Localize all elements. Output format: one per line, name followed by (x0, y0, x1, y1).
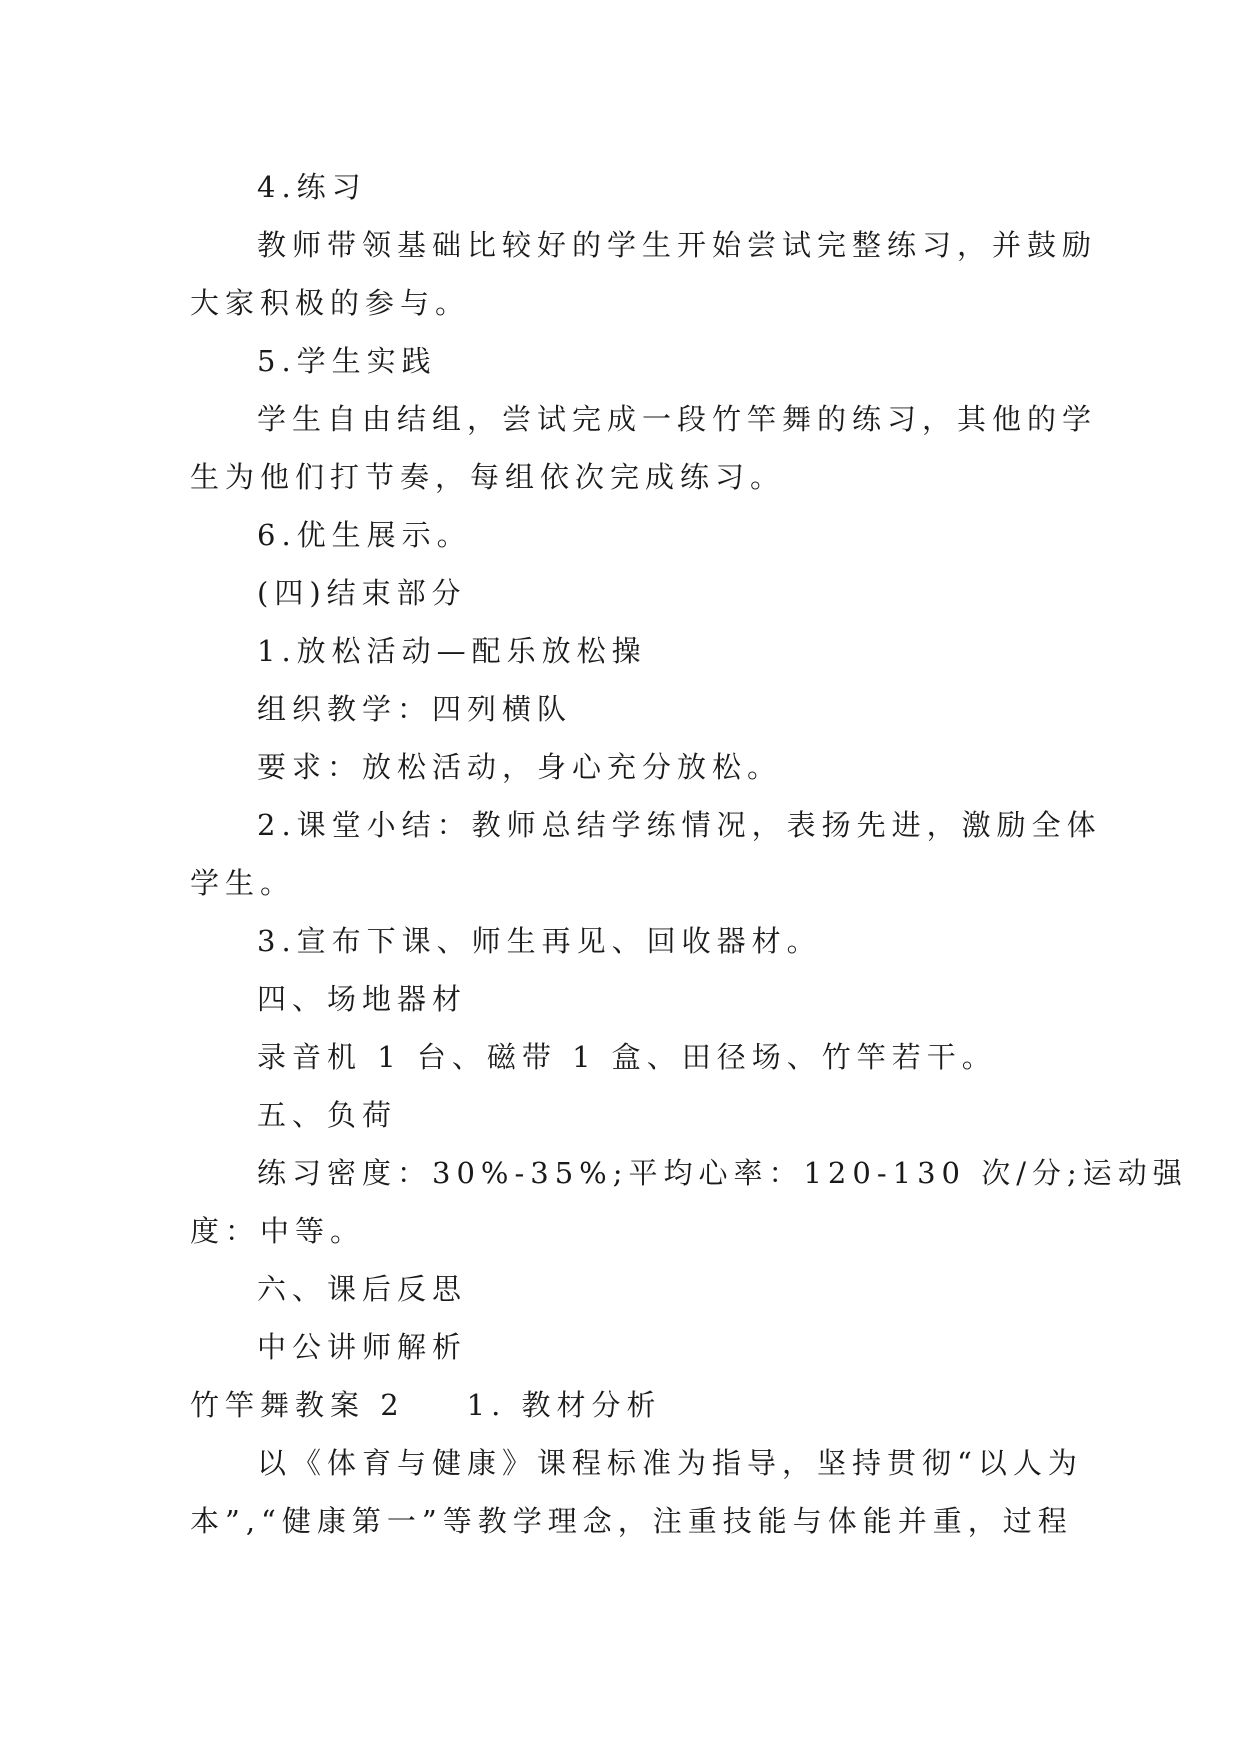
paragraph-line: 以《体育与健康》课程标准为指导，坚持贯彻“以人为 (257, 1446, 1083, 1480)
section-heading-load: 五、负荷 (257, 1098, 398, 1132)
heading-student-practice: 5.学生实践 (257, 344, 437, 378)
section-heading-reflection: 六、课后反思 (257, 1272, 468, 1306)
list-item: 2.课堂小结：教师总结学练情况，表扬先进，激励全体 (257, 808, 1102, 842)
paragraph-line: 练习密度：30%-35%;平均心率：120-130 次/分;运动强 (257, 1156, 1188, 1190)
document-title-line (190, 1385, 662, 1425)
paragraph-line: 组织教学：四列横队 (257, 692, 573, 726)
paragraph-line: 要求：放松活动，身心充分放松。 (257, 750, 783, 784)
section-heading-material-analysis: 1. 教材分析 (466, 1388, 662, 1422)
heading-practice: 4.练习 (257, 170, 367, 204)
list-item: 3.宣布下课、师生再见、回收器材。 (257, 924, 822, 958)
paragraph-line: 大家积极的参与。 (190, 286, 471, 320)
heading-showcase: 6.优生展示。 (257, 518, 472, 552)
section-heading-equipment: 四、场地器材 (257, 982, 468, 1016)
paragraph-line: 中公讲师解析 (257, 1330, 468, 1364)
document-title: 竹竿舞教案 2 (190, 1388, 405, 1422)
paragraph-line: 度：中等。 (190, 1214, 366, 1248)
paragraph-line: 生为他们打节奏，每组依次完成练习。 (190, 460, 786, 494)
list-item: 1.放松活动—配乐放松操 (257, 634, 647, 668)
paragraph-line: 学生。 (190, 866, 296, 900)
paragraph-line: 教师带领基础比较好的学生开始尝试完整练习，并鼓励 (257, 228, 1098, 262)
paragraph-line: 学生自由结组，尝试完成一段竹竿舞的练习，其他的学 (257, 402, 1098, 436)
paragraph-line: 录音机 1 台、磁带 1 盒、田径场、竹竿若干。 (257, 1040, 997, 1074)
paragraph-line: 本”,“健康第一”等教学理念，注重技能与体能并重，过程 (190, 1504, 1073, 1538)
section-heading-ending: (四)结束部分 (257, 576, 467, 610)
